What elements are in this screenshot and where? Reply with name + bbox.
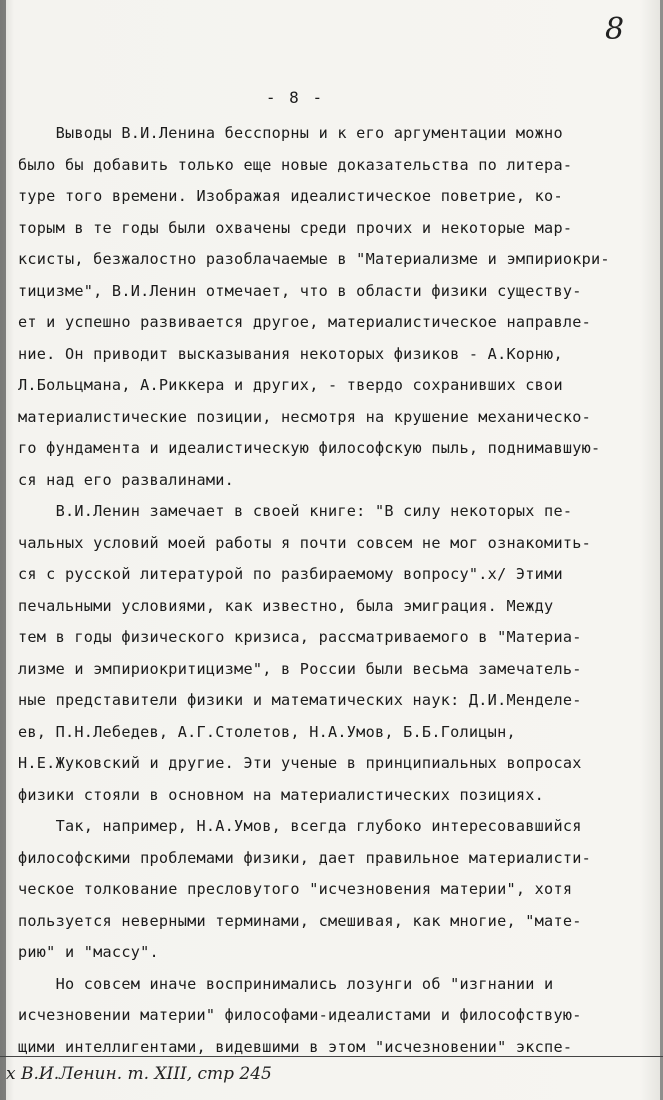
- text-line: Но совсем иначе воспринимались лозунги об "изгнании и: [18, 974, 554, 993]
- text-line: Выводы В.И.Ленина бесспорны и к его аргументации можно: [18, 124, 563, 142]
- text-line: Так, например, Н.А.Умов, всегда глубоко интересовавшийся: [18, 817, 582, 835]
- scan-left-edge: [0, 0, 6, 1100]
- text-line: рию" и "массу".: [18, 943, 159, 961]
- text-line: философскими проблемами физики, дает правильное материалисти-: [18, 848, 592, 867]
- text-line: пользуется неверными терминами, смешивая, как многие, "мате-: [18, 911, 582, 930]
- text-line: печальными условиями, как известно, была эмиграция. Между: [18, 596, 554, 615]
- text-line: Н.Е.Жуковский и другие. Эти ученые в принципиальных вопросах: [18, 754, 582, 772]
- text-line: Л.Больцмана, А.Риккера и других, - твердо сохранивших свои: [18, 376, 563, 394]
- page-number: - 8 -: [265, 88, 325, 107]
- text-line: ние. Он приводит высказывания некоторых физиков - А.Корню,: [18, 344, 563, 363]
- text-line: физики стояли в основном на материалистических позициях.: [18, 785, 545, 804]
- text-line: туре того времени. Изображая идеалистическое поветрие, ко-: [18, 187, 563, 205]
- text-line: чальных условий моей работы я почти совсем не мог ознакомить-: [18, 533, 592, 552]
- text-line: ные представители физики и математических наук: Д.И.Менделе-: [18, 691, 582, 709]
- body-text: [18, 118, 650, 1063]
- text-line: тем в годы физического кризиса, рассматриваемого в "Материа-: [18, 628, 582, 646]
- text-line: исчезновении материи" философами-идеалистами и философствую-: [18, 1006, 582, 1024]
- text-line: ксисты, безжалостно разоблачаемые в "Материализме и эмпириокри-: [18, 250, 610, 268]
- text-line: щими интеллигентами, видевшими в этом "исчезновении" экспе-: [18, 1037, 573, 1056]
- text-line: материалистические позиции, несмотря на крушение механическо-: [18, 407, 592, 426]
- text-line: лизме и эмпириокритицизме", в России были весьма замечатель-: [18, 659, 582, 678]
- text-line: ся с русской литературой по разбираемому вопросу".х/ Этими: [18, 565, 563, 583]
- text-line: торым в те годы были охвачены среди прочих и некоторые мар-: [18, 218, 573, 237]
- text-line: В.И.Ленин замечает в своей книге: "В силу некоторых пе-: [18, 502, 573, 520]
- footnote-rule: [0, 1056, 663, 1057]
- text-line: ет и успешно развивается другое, материалистическое направле-: [18, 313, 592, 331]
- text-line: ческое толкование пресловутого "исчезновения материи", хотя: [18, 880, 573, 898]
- footnote: х В.И.Ленин. т. XIII, стр 245: [6, 1064, 272, 1084]
- text-line: было бы добавить только еще новые доказательства по литера-: [18, 155, 573, 174]
- text-line: ся над его развалинами.: [18, 470, 235, 489]
- text-line: ев, П.Н.Лебедев, А.Г.Столетов, Н.А.Умов, Б.Б.Голицын,: [18, 722, 516, 741]
- handwritten-folio-number: 8: [605, 12, 625, 47]
- text-line: го фундамента и идеалистическую философскую пыль, поднимавшую-: [18, 439, 601, 457]
- text-line: тицизме", В.И.Ленин отмечает, что в области физики существу-: [18, 281, 582, 300]
